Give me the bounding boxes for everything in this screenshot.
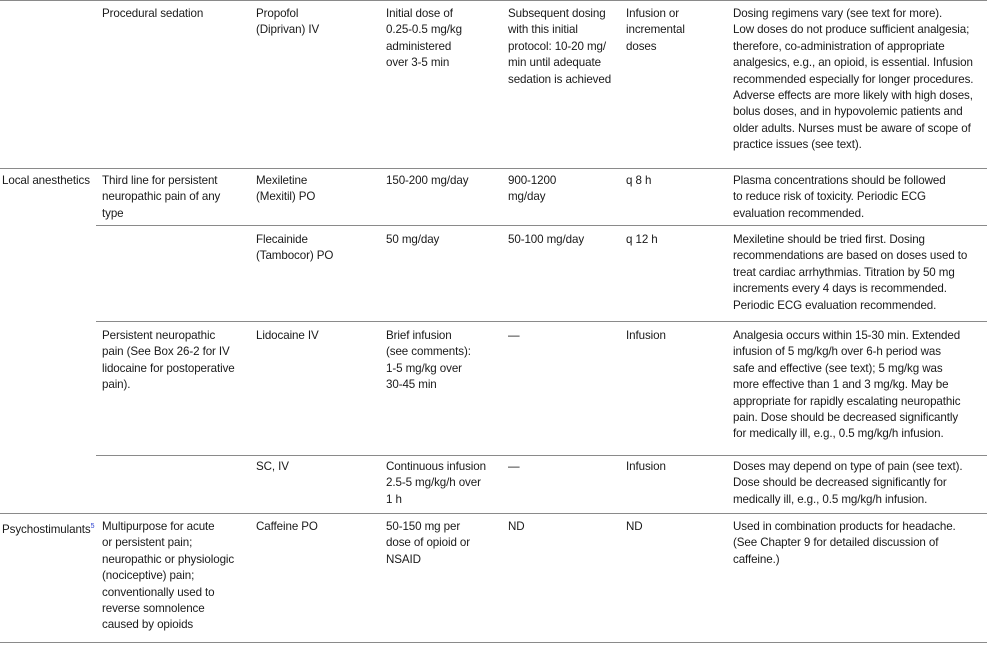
frequency-cell: Infusion or incremental doses (626, 7, 685, 53)
indication-cell: Multipurpose for acute or persistent pain; neuropathic or physiologic (nociceptive) pain; conventionally used to reverse somnolence caused by opioids (102, 520, 235, 632)
drug-route-cell: Flecainide (Tambocor) PO (256, 233, 334, 263)
indication-cell: Persistent neuropathic pain (See Box 26-2 for IV lidocaine for postoperative pain). (102, 329, 235, 392)
row-divider (96, 455, 987, 456)
table-bottom-rule (0, 642, 987, 643)
comments-cell: Used in combination products for headache. (See Chapter 9 for detailed discussion of caffeine.) (733, 520, 956, 566)
frequency-cell: ND (626, 520, 643, 533)
subsequent-dose-cell: 50-100 mg/day (508, 233, 585, 246)
drug-class-cell: Local anesthetics (2, 174, 90, 187)
drug-route-cell: Propofol (Diprivan) IV (256, 7, 320, 37)
comments-cell: Dosing regimens vary (see text for more). Low doses do not produce sufficient analgesia; therefore, co-administration of appropriate analgesics, e.g., an opioid, is essential. Infusion recommended especially for longer procedures. Adverse effects are more likely with high doses, bolus doses, and in hypovolemic patients and older adults. Nurses must be aware of scope of practice issues (see text). (733, 7, 974, 152)
initial-dose-cell: 50 mg/day (386, 233, 440, 246)
initial-dose-cell: 150-200 mg/day (386, 174, 469, 187)
subsequent-dose-cell: — (508, 460, 520, 473)
frequency-cell: Infusion (626, 460, 666, 473)
subsequent-dose-cell: Subsequent dosing with this initial protocol: 10-20 mg/ min until adequate sedation is achieved (508, 7, 612, 86)
table-row-propofol (0, 0, 987, 168)
comments-cell: Mexiletine should be tried first. Dosing recommendations are based on doses used to treat cardiac arrhythmias. Titration by 50 mg increments every 4 days is recommended. Periodic ECG evaluation recommended. (733, 233, 968, 312)
drug-route-cell: SC, IV (256, 460, 289, 473)
row-divider (0, 513, 987, 514)
table-row-flecainide (0, 227, 987, 321)
subsequent-dose-cell: 900-1200 mg/day (508, 174, 557, 204)
comments-cell: Plasma concentrations should be followed to reduce risk of toxicity. Periodic ECG evaluation recommended. (733, 174, 946, 220)
table-row-caffeine (0, 515, 987, 642)
row-divider (96, 321, 987, 322)
subsequent-dose-cell: — (508, 329, 520, 342)
table-row-lidocaine-iv (0, 323, 987, 455)
footnote-link[interactable]: 5 (90, 523, 95, 530)
frequency-cell: q 8 h (626, 174, 652, 187)
subsequent-dose-cell: ND (508, 520, 525, 533)
frequency-cell: Infusion (626, 329, 666, 342)
comments-cell: Analgesia occurs within 15-30 min. Extended infusion of 5 mg/kg/h over 6-h period was safe and effective (see text); 5 mg/kg was more effective than 1 and 3 mg/kg. May be appropriate for rapidly escalating neuropathic pain. Dose should be decreased significantly for medically ill, e.g., 0.5 mg/kg/h infusion. (733, 329, 961, 441)
initial-dose-cell: Continuous infusion 2.5-5 mg/kg/h over 1 h (386, 460, 486, 506)
indication-cell: Procedural sedation (102, 7, 204, 20)
row-divider (0, 168, 987, 169)
drug-route-cell: Mexiletine (Mexitil) PO (256, 174, 316, 204)
drug-route-cell: Caffeine PO (256, 520, 318, 533)
table-row-mexiletine (0, 170, 987, 224)
indication-cell: Third line for persistent neuropathic pain of any type (102, 174, 221, 220)
drug-class-text: Psychostimulants (2, 523, 91, 536)
row-divider (96, 225, 987, 226)
initial-dose-cell: Brief infusion (see comments): 1-5 mg/kg over 30-45 min (386, 329, 471, 392)
drug-route-cell: Lidocaine IV (256, 329, 319, 342)
initial-dose-cell: Initial dose of 0.25-0.5 mg/kg administered over 3-5 min (386, 7, 462, 70)
initial-dose-cell: 50-150 mg per dose of opioid or NSAID (386, 520, 471, 566)
table-row-lidocaine-sc-iv (0, 457, 987, 513)
frequency-cell: q 12 h (626, 233, 658, 246)
comments-cell: Doses may depend on type of pain (see text). Dose should be decreased significantly for medically ill, e.g., 0.5 mg/kg/h infusion. (733, 460, 963, 506)
drug-class-cell (2, 519, 100, 538)
